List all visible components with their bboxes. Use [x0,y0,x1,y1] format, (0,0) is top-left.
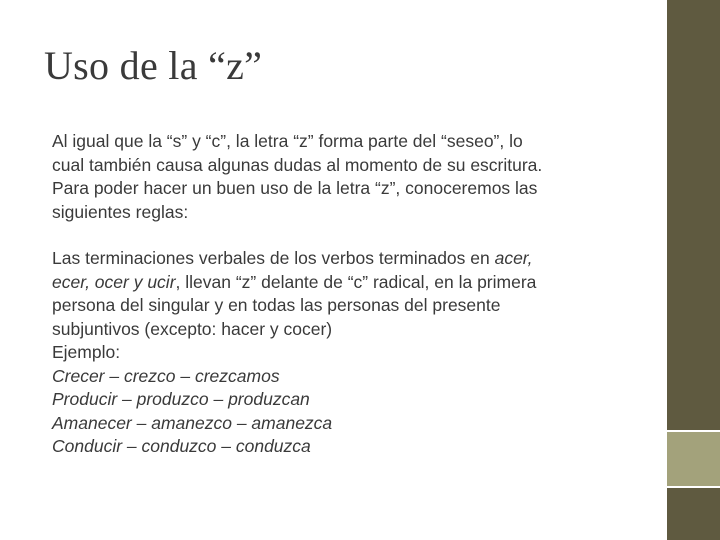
rule-line [52,247,642,271]
rule-line: persona del singular y en todas las personas del presente [52,295,501,315]
example-line: Amanecer – amanezco – amanezca [52,412,333,433]
slide-title: Uso de la “z” [44,43,263,88]
slide-body [52,130,642,459]
sidebar-separator-bottom [667,486,720,488]
rule-line1-italic: acer, [494,248,533,268]
rule-line2-italic: ecer, ocer y ucir [52,271,176,292]
intro-line: cual también causa algunas dudas al momento de su escritura. [52,154,543,175]
intro-line: siguientes reglas: [52,201,189,222]
example-line: Crecer – crezco – crezcamos [52,365,280,386]
example-line: Conducir – conduzco – conduzca [52,436,311,456]
sidebar-accent-block [667,432,720,486]
rule-line1-prefix: Las terminaciones verbales de los verbos terminados en [52,248,495,268]
rule-line: subjuntivos (excepto: hacer y cocer) [52,318,333,339]
intro-paragraph [52,130,642,224]
rule-paragraph [52,247,642,459]
intro-line: Al igual que la “s” y “c”, la letra “z” forma parte del “seseo”, lo [52,131,523,151]
example-label: Ejemplo: [52,342,121,362]
rule-line2-suffix: , llevan “z” delante de “c” radical, en la primera [175,271,537,292]
intro-line: Para poder hacer un buen uso de la letra “z”, conoceremos las [52,178,538,198]
example-line: Producir – produzco – produzcan [52,389,310,409]
rule-line [52,271,642,295]
